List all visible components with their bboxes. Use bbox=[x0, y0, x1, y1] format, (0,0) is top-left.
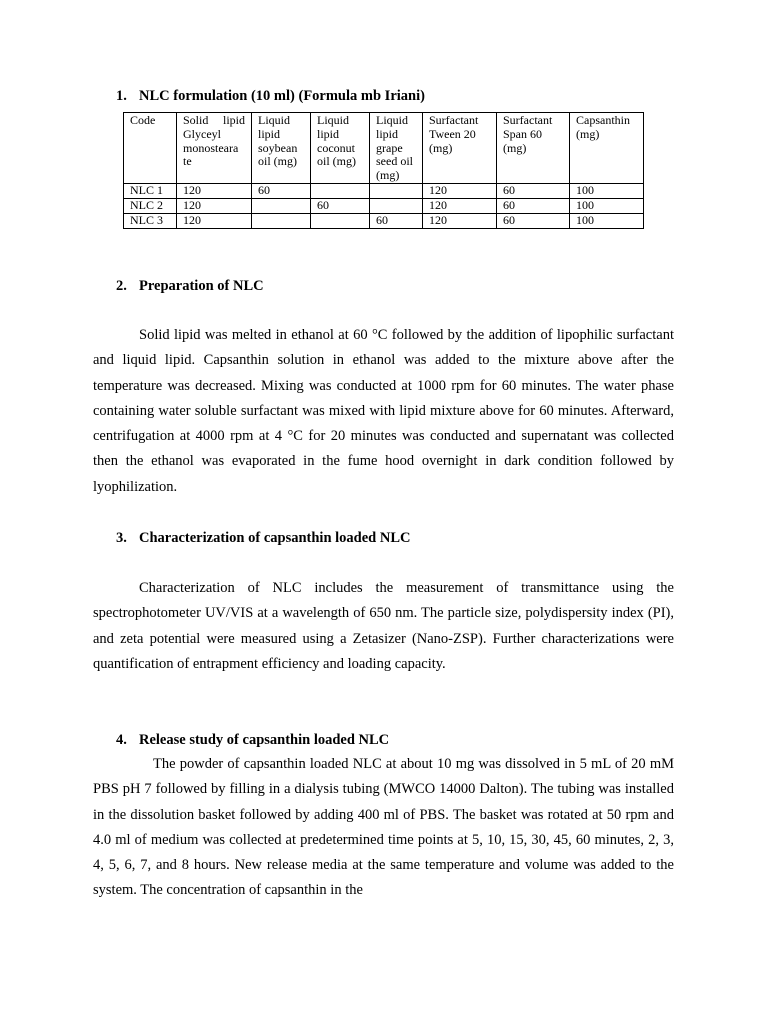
header-line: (mg) bbox=[376, 168, 400, 183]
table-cell: 60 bbox=[311, 199, 370, 214]
table-cell: 100 bbox=[570, 184, 644, 199]
header-line: Liquid bbox=[317, 113, 349, 127]
header-line: Surfactant bbox=[503, 113, 553, 127]
header-solid-lipid bbox=[177, 113, 252, 184]
header-code bbox=[124, 113, 177, 184]
header-line: seed oil bbox=[376, 154, 413, 169]
table-cell: 120 bbox=[423, 199, 497, 214]
table-cell: 120 bbox=[423, 184, 497, 199]
section-1-number: 1. bbox=[116, 88, 127, 104]
header-line: Surfactant bbox=[429, 113, 479, 127]
section-2-number: 2. bbox=[116, 278, 127, 294]
header-line: Solid lipid bbox=[183, 113, 245, 127]
table-row bbox=[124, 199, 644, 214]
header-line: Span 60 bbox=[503, 126, 542, 141]
table-row bbox=[124, 184, 644, 199]
header-line: (mg) bbox=[576, 126, 600, 141]
header-line: Liquid bbox=[258, 113, 290, 127]
table-cell bbox=[252, 214, 311, 229]
table-cell: 120 bbox=[177, 214, 252, 229]
header-line: Code bbox=[130, 113, 156, 127]
section-3-number: 3. bbox=[116, 530, 127, 546]
header-coconut-oil bbox=[311, 113, 370, 184]
table-cell bbox=[370, 184, 423, 199]
header-line: (mg) bbox=[429, 140, 453, 155]
header-line: te bbox=[183, 154, 192, 169]
table-cell: 100 bbox=[570, 199, 644, 214]
header-line: (mg) bbox=[503, 140, 527, 155]
section-2-heading bbox=[116, 278, 264, 295]
header-line: lipid bbox=[258, 126, 281, 141]
header-grape-seed-oil bbox=[370, 113, 423, 184]
section-3-heading bbox=[116, 530, 410, 547]
table-header-row bbox=[124, 113, 644, 184]
table-cell: 60 bbox=[252, 184, 311, 199]
header-line: lipid bbox=[376, 126, 399, 141]
table-cell bbox=[311, 184, 370, 199]
header-line: monosteara bbox=[183, 140, 239, 155]
table-cell: 60 bbox=[497, 199, 570, 214]
formulation-table bbox=[123, 112, 644, 229]
table-cell: 100 bbox=[570, 214, 644, 229]
table-cell: 120 bbox=[423, 214, 497, 229]
section-2-title: Preparation of NLC bbox=[139, 278, 264, 294]
header-line: Capsanthin bbox=[576, 113, 630, 127]
section-4-body: The powder of capsanthin loaded NLC at about 10 mg was dissolved in 5 mL of 20 mM PBS pH 7 followed by filling in a dialysis tubing (MWCO 14000 Dalton). The tubing was installed in the dissolution basket followed by adding 400 ml of PBS. The basket was rotated at 50 rpm and 4.0 ml of medium was collected at predetermined time points at 5, 10, 15, 30, 45, 60 minutes, 2, 3, 4, 5, 6, 7, and 8 hours. New release media at the same temperature and volume was added to the system. The concentration of capsanthin in the bbox=[93, 756, 674, 899]
table-cell: 120 bbox=[177, 199, 252, 214]
header-line: oil (mg) bbox=[258, 154, 297, 169]
section-4-number: 4. bbox=[116, 732, 127, 748]
header-line: Glyceyl bbox=[183, 126, 221, 141]
table-row bbox=[124, 214, 644, 229]
section-3-body: Characterization of NLC includes the measurement of transmittance using the spectrophotometer UV/VIS at a wavelength of 650 nm. The particle size, polydispersity index (PI), and zeta potential were measured using a Zetasizer (Nano-ZSP). Further characterizations were quantification of entrapment efficiency and loading capacity. bbox=[93, 580, 674, 672]
section-1-title: NLC formulation (10 ml) (Formula mb Iriani) bbox=[139, 88, 425, 104]
header-tween-20 bbox=[423, 113, 497, 184]
section-1-heading bbox=[116, 88, 425, 105]
section-4-heading bbox=[116, 732, 389, 749]
section-3-title: Characterization of capsanthin loaded NLC bbox=[139, 530, 411, 546]
header-span-60 bbox=[497, 113, 570, 184]
table-cell bbox=[252, 199, 311, 214]
header-line: Tween 20 bbox=[429, 126, 476, 141]
table-cell bbox=[311, 214, 370, 229]
table-cell: 60 bbox=[370, 214, 423, 229]
table-cell: 60 bbox=[497, 214, 570, 229]
header-line: Liquid bbox=[376, 113, 408, 127]
table-cell: 60 bbox=[497, 184, 570, 199]
section-4-title: Release study of capsanthin loaded NLC bbox=[139, 732, 390, 748]
header-capsanthin bbox=[570, 113, 644, 184]
section-2-body: Solid lipid was melted in ethanol at 60 °C followed by the addition of lipophilic surfactant and liquid lipid. Capsanthin solution in ethanol was added to the mixture above after the temperature was decreased. Mixing was conducted at 1000 rpm for 60 minutes. The water phase containing water soluble surfactant was mixed with lipid mixture above for 60 minutes. Afterward, centrifugation at 4000 rpm at 4 °C for 20 minutes was conducted and supernatant was collected then the ethanol was evaporated in the fume hood overnight in dark condition followed by lyophilization. bbox=[93, 327, 674, 495]
table-cell: 120 bbox=[177, 184, 252, 199]
table-cell: NLC 2 bbox=[124, 199, 177, 214]
header-line: coconut bbox=[317, 140, 355, 155]
header-line: grape bbox=[376, 140, 403, 155]
table-cell bbox=[370, 199, 423, 214]
table-cell: NLC 3 bbox=[124, 214, 177, 229]
header-soybean-oil bbox=[252, 113, 311, 184]
header-line: oil (mg) bbox=[317, 154, 356, 169]
header-line: lipid bbox=[317, 126, 340, 141]
table-cell: NLC 1 bbox=[124, 184, 177, 199]
header-line: soybean bbox=[258, 140, 298, 155]
